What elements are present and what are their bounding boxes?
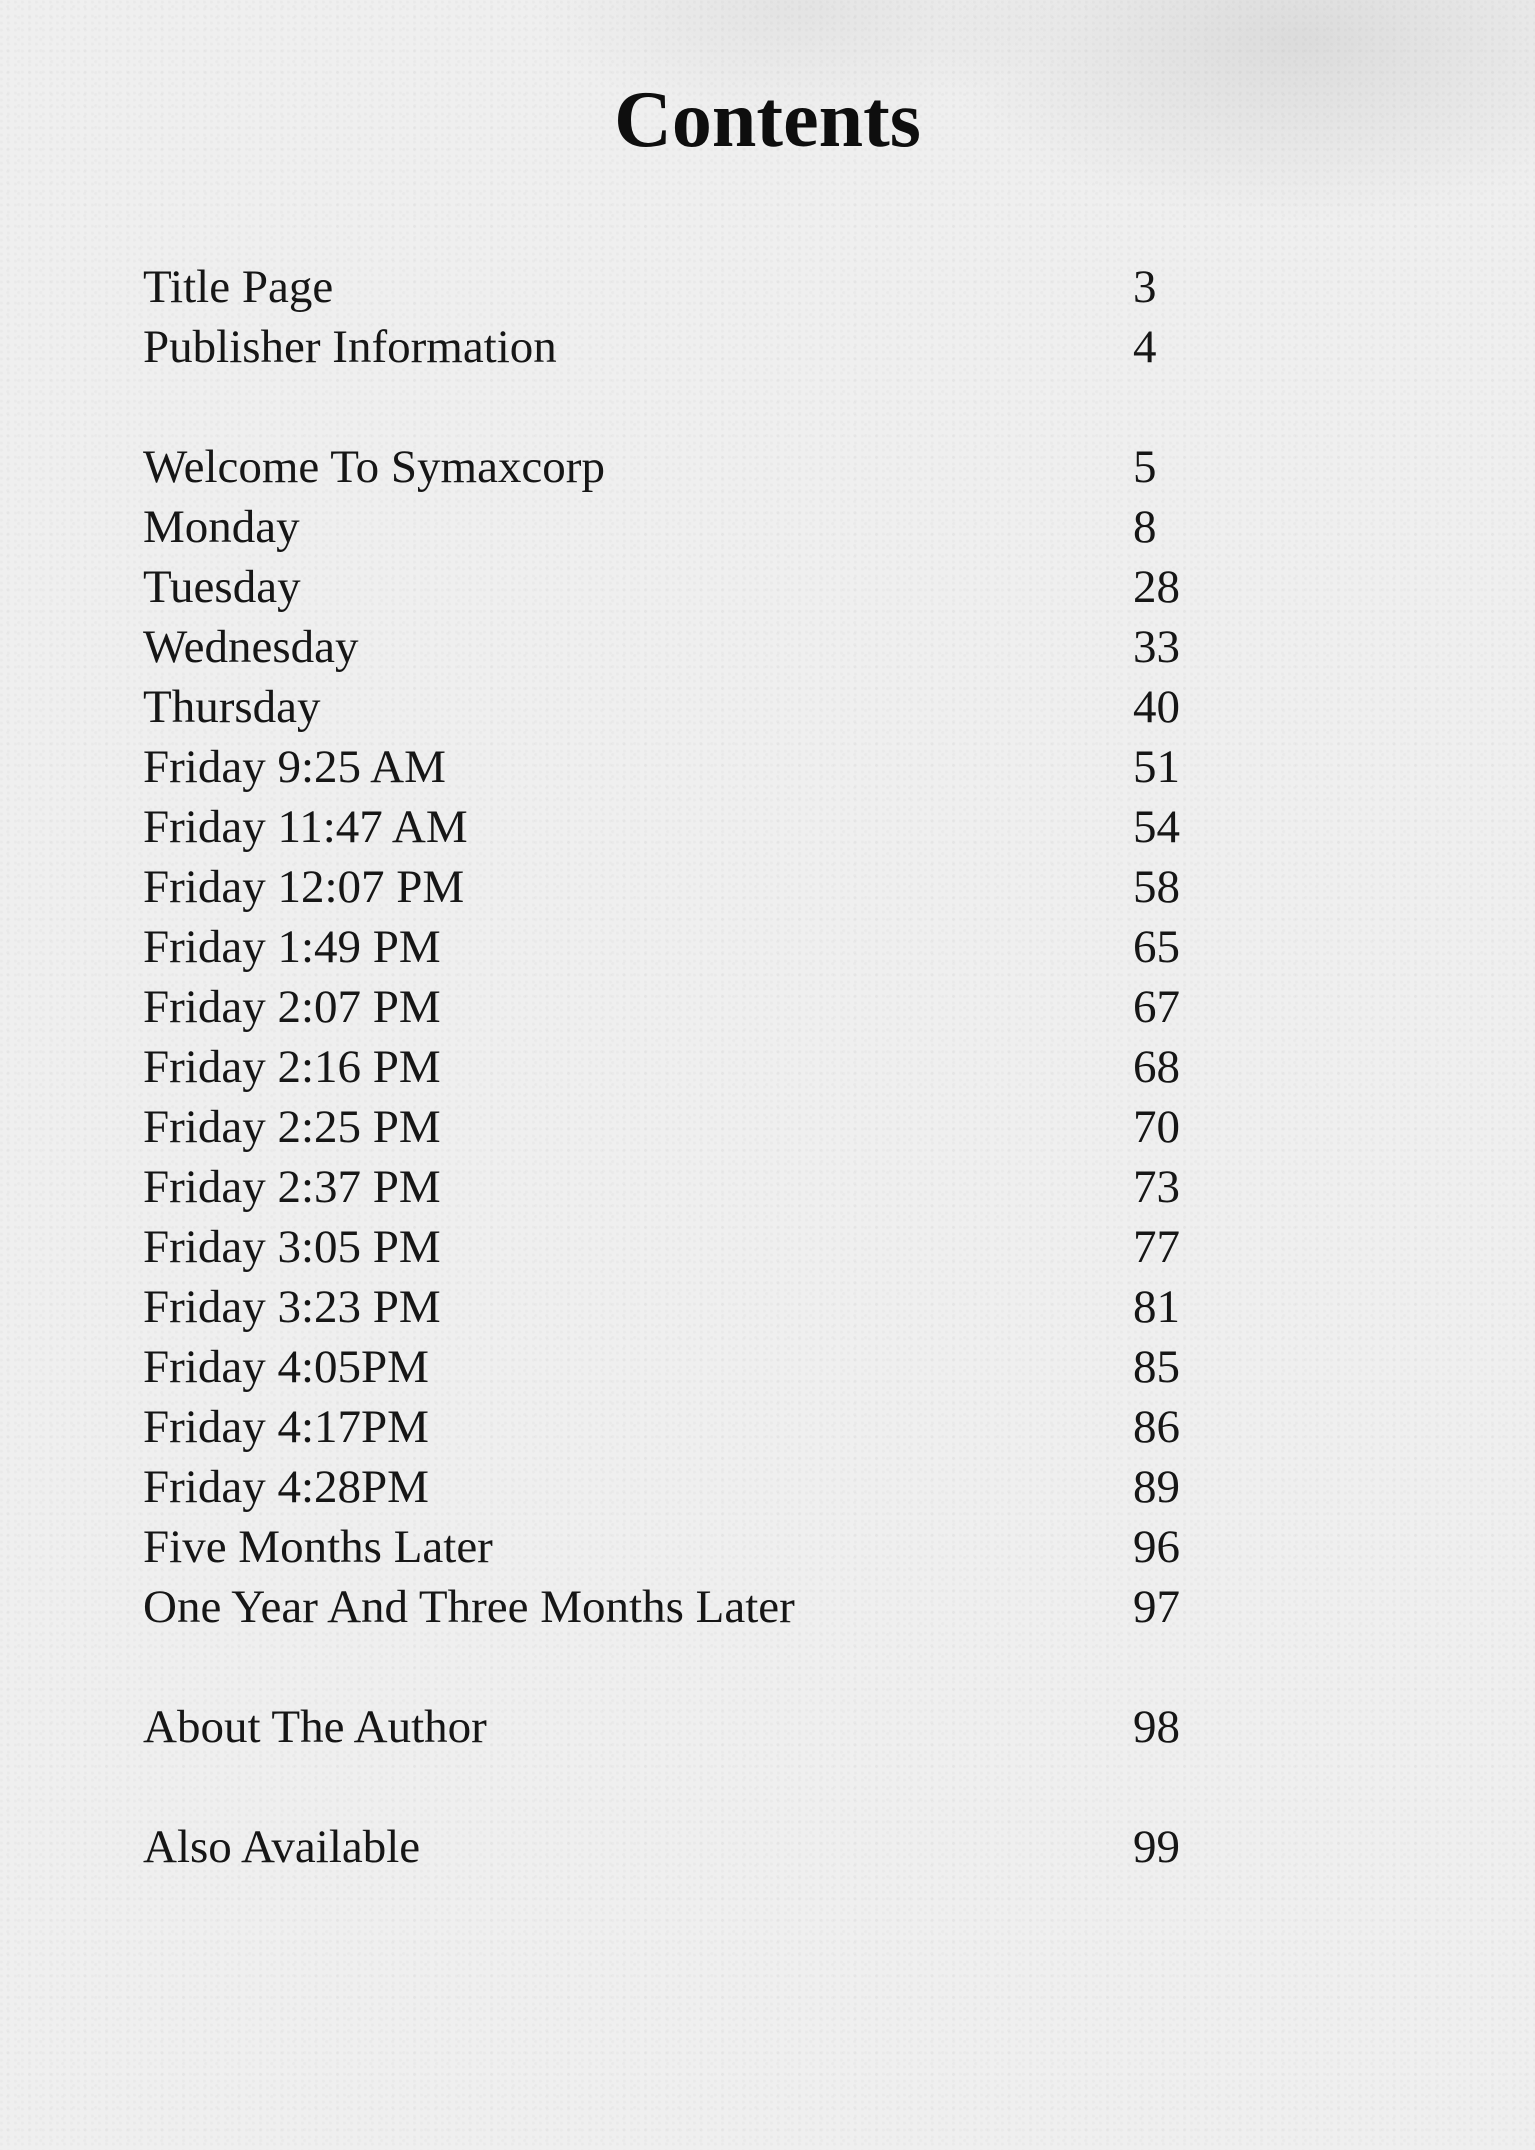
toc-group [143, 437, 1193, 1637]
toc-entry-page-number: 98 [1133, 1701, 1180, 1753]
toc-entry[interactable] [143, 677, 1193, 737]
toc-entry-title: About The Author [143, 1701, 487, 1753]
toc-group [143, 257, 1193, 377]
toc-entry-page-number: 58 [1133, 861, 1180, 913]
toc-entry-title: Friday 2:07 PM [143, 981, 441, 1033]
toc-entry[interactable] [143, 1577, 1193, 1637]
toc-entry-title: Friday 11:47 AM [143, 801, 468, 853]
toc-entry-title: Tuesday [143, 561, 301, 613]
toc-entry[interactable] [143, 917, 1193, 977]
toc-entry-title: Friday 1:49 PM [143, 921, 441, 973]
toc-entry[interactable] [143, 1097, 1193, 1157]
toc-entry-page-number: 4 [1133, 321, 1157, 373]
toc-entry-page-number: 3 [1133, 261, 1157, 313]
toc-group [143, 1817, 1193, 1877]
toc-entry-page-number: 40 [1133, 681, 1180, 733]
page-title: Contents [614, 76, 921, 164]
toc-entry[interactable] [143, 1397, 1193, 1457]
toc-entry-title: Welcome To Symaxcorp [143, 441, 605, 493]
toc-entry-title: Friday 12:07 PM [143, 861, 465, 913]
toc-entry-page-number: 89 [1133, 1461, 1180, 1513]
table-of-contents [143, 257, 1193, 1937]
toc-entry[interactable] [143, 737, 1193, 797]
toc-entry-page-number: 96 [1133, 1521, 1180, 1573]
toc-entry-title: Thursday [143, 681, 321, 733]
toc-entry-title: Five Months Later [143, 1521, 493, 1573]
toc-entry-page-number: 54 [1133, 801, 1180, 853]
toc-entry-page-number: 33 [1133, 621, 1180, 673]
toc-entry-title: Friday 2:25 PM [143, 1101, 441, 1153]
toc-entry-page-number: 86 [1133, 1401, 1180, 1453]
toc-entry[interactable] [143, 317, 1193, 377]
toc-entry[interactable] [143, 1217, 1193, 1277]
toc-entry[interactable] [143, 617, 1193, 677]
toc-entry[interactable] [143, 497, 1193, 557]
toc-entry-title: Friday 4:28PM [143, 1461, 429, 1513]
toc-entry-title: Friday 4:05PM [143, 1341, 429, 1393]
toc-group [143, 1697, 1193, 1757]
toc-entry-title: Friday 3:05 PM [143, 1221, 441, 1273]
toc-entry-page-number: 68 [1133, 1041, 1180, 1093]
toc-entry-title: Wednesday [143, 621, 359, 673]
toc-entry-page-number: 73 [1133, 1161, 1180, 1213]
toc-entry-page-number: 77 [1133, 1221, 1180, 1273]
toc-entry[interactable] [143, 797, 1193, 857]
toc-entry-page-number: 70 [1133, 1101, 1180, 1153]
toc-entry[interactable] [143, 1457, 1193, 1517]
toc-entry[interactable] [143, 857, 1193, 917]
toc-entry-title: Friday 2:37 PM [143, 1161, 441, 1213]
toc-entry[interactable] [143, 1337, 1193, 1397]
toc-entry[interactable] [143, 257, 1193, 317]
toc-entry[interactable] [143, 1517, 1193, 1577]
toc-entry-page-number: 65 [1133, 921, 1180, 973]
toc-entry-title: Publisher Information [143, 321, 557, 373]
toc-entry[interactable] [143, 1817, 1193, 1877]
toc-entry[interactable] [143, 1037, 1193, 1097]
toc-entry[interactable] [143, 557, 1193, 617]
toc-entry-page-number: 97 [1133, 1581, 1180, 1633]
toc-entry-page-number: 85 [1133, 1341, 1180, 1393]
toc-entry-page-number: 81 [1133, 1281, 1180, 1333]
toc-entry-title: Friday 3:23 PM [143, 1281, 441, 1333]
toc-entry[interactable] [143, 1157, 1193, 1217]
toc-entry-page-number: 8 [1133, 501, 1157, 553]
toc-entry-title: Friday 9:25 AM [143, 741, 446, 793]
toc-entry-page-number: 99 [1133, 1821, 1180, 1873]
toc-entry-title: Monday [143, 501, 300, 553]
toc-entry-title: Friday 4:17PM [143, 1401, 429, 1453]
toc-entry-title: Title Page [143, 261, 334, 313]
toc-entry[interactable] [143, 1697, 1193, 1757]
toc-entry-page-number: 51 [1133, 741, 1180, 793]
toc-entry[interactable] [143, 437, 1193, 497]
toc-entry[interactable] [143, 977, 1193, 1037]
toc-entry-page-number: 67 [1133, 981, 1180, 1033]
toc-entry-page-number: 5 [1133, 441, 1157, 493]
toc-entry-page-number: 28 [1133, 561, 1180, 613]
toc-entry[interactable] [143, 1277, 1193, 1337]
toc-entry-title: Friday 2:16 PM [143, 1041, 441, 1093]
toc-entry-title: Also Available [143, 1821, 421, 1873]
toc-entry-title: One Year And Three Months Later [143, 1581, 795, 1633]
